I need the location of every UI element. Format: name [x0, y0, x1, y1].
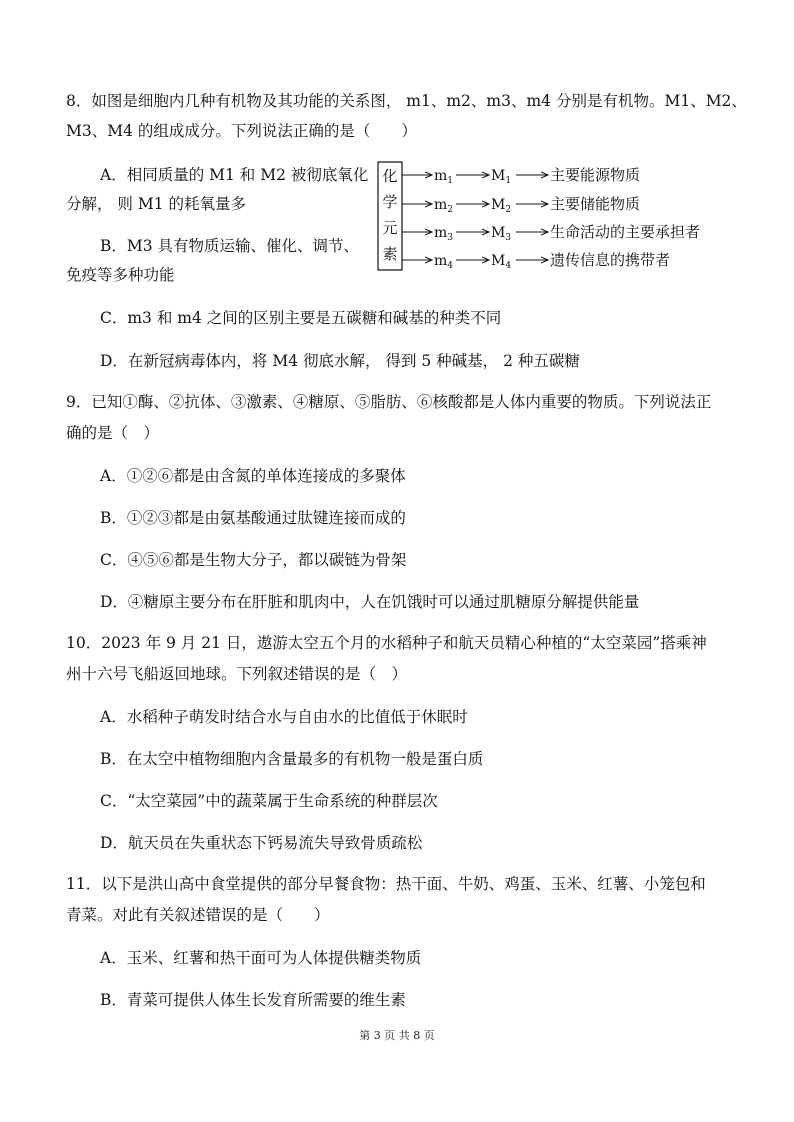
q8-stem-line2: M3、M4 的组成成分。下列说法正确的是（ ） [66, 122, 417, 140]
q11-option-b: B．青菜可提供人体生长发育所需要的维生素 [100, 991, 406, 1009]
macromolecule-label: $M_4$ [491, 253, 512, 271]
box-char: 元 [382, 219, 398, 237]
q9-option-b: B．①②③都是由氨基酸通过肽键连接而成的 [100, 509, 406, 527]
function-label: 遗传信息的携带者 [550, 251, 671, 269]
q10-stem-line2: 州十六号飞船返回地球。下列叙述错误的是（ ） [66, 665, 408, 683]
q8-option-a-line2: 分解， 则 M1 的耗氧量多 [66, 195, 247, 213]
q9-stem-line1: 9．已知①酶、②抗体、③激素、④糖原、⑤脂肪、⑥核酸都是人体内重要的物质。下列说法正 [66, 393, 712, 411]
box-char: 化 [382, 167, 398, 185]
q8-option-b-line1: B．M3 具有物质运输、催化、调节、 [100, 237, 360, 255]
q9-option-a: A．①②⑥都是由含氮的单体连接成的多聚体 [100, 467, 406, 485]
monomer-label: $m_1$ [434, 168, 454, 186]
q10-stem-line1: 10．2023 年 9 月 21 日，遨游太空五个月的水稻种子和航天员精心种植的“太空菜园”搭乘神 [66, 634, 707, 652]
macromolecule-label: $M_2$ [491, 197, 512, 215]
organic-matter-diagram [376, 160, 736, 272]
monomer-label: $m_2$ [434, 197, 454, 215]
q11-stem-line2: 青菜。对此有关叙述错误的是（ ） [66, 906, 330, 924]
q8-option-d: D．在新冠病毒体内，将 M4 彻底水解， 得到 5 种碱基， 2 种五碳糖 [100, 352, 580, 370]
page-footer: 第 3 页 共 8 页 [359, 1029, 435, 1042]
q8-option-c: C．m3 和 m4 之间的区别主要是五碳糖和碱基的种类不同 [100, 309, 502, 327]
monomer-label: $m_3$ [434, 225, 454, 243]
q9-option-c: C．④⑤⑥都是生物大分子，都以碳链为骨架 [100, 551, 407, 569]
macromolecule-label: $M_3$ [491, 225, 512, 243]
function-label: 主要能源物质 [550, 166, 641, 184]
q9-option-d: D．④糖原主要分布在肝脏和肌肉中，人在饥饿时可以通过肌糖原分解提供能量 [100, 593, 640, 611]
q11-stem-line1: 11．以下是洪山高中食堂提供的部分早餐食物：热干面、牛奶、鸡蛋、玉米、红薯、小笼包和 [66, 875, 706, 893]
q8-option-a-line1: A．相同质量的 M1 和 M2 被彻底氧化 [100, 166, 369, 184]
box-char: 学 [382, 193, 398, 211]
q11-option-a: A．玉米、红薯和热干面可为人体提供糖类物质 [100, 949, 422, 967]
q10-option-a: A．水稻种子萌发时结合水与自由水的比值低于休眠时 [100, 708, 468, 726]
q10-option-d: D．航天员在失重状态下钙易流失导致骨质疏松 [100, 834, 423, 852]
function-label: 主要储能物质 [550, 195, 641, 213]
q10-option-c: C．“太空菜园”中的蔬菜属于生命系统的种群层次 [100, 792, 438, 810]
q10-option-b: B．在太空中植物细胞内含量最多的有机物一般是蛋白质 [100, 750, 484, 768]
box-char: 素 [382, 245, 398, 263]
monomer-label: $m_4$ [434, 253, 454, 271]
q8-option-b-line2: 免疫等多种功能 [66, 266, 175, 284]
q9-stem-line2: 确的是（ ） [66, 424, 160, 442]
q8-stem-line1: 8．如图是细胞内几种有机物及其功能的关系图， m1、m2、m3、m4 分别是有机物。M1、M2、 [66, 92, 747, 110]
macromolecule-label: $M_1$ [491, 168, 512, 186]
function-label: 生命活动的主要承担者 [550, 223, 701, 241]
